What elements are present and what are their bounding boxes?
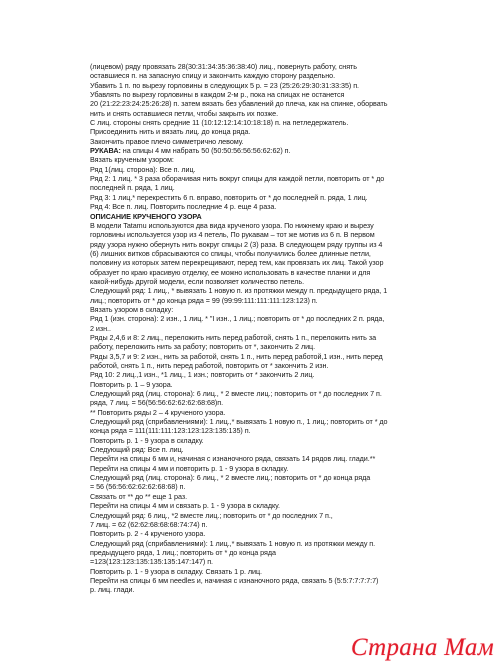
text-line: (лицевом) ряду провязать 28(30:31:34:35:36:38:40) лиц., повернуть работу, снять: [90, 62, 357, 71]
text-line: последней п. ряда, 1 лиц.: [90, 183, 175, 193]
text-line: предыдущего ряда, 1 лиц.; повторить от * до конца ряда: [90, 547, 276, 557]
text-line: Следующий ряд: 1 лиц., * вывязать 1 новую п. из протяжки между п. предыдущего ряда, 1: [90, 286, 388, 296]
text-line: В модели Tatamu используются два вида крученого узора. По нижнему краю и вырезу: [90, 220, 374, 230]
text-line: С лиц. стороны снять средние 11 (10:12:12:14:10:18:18) п. на петледержатель.: [90, 118, 349, 128]
text-line: ** Повторить ряды 2 – 4 крученого узора.: [90, 407, 226, 417]
text-line: Следующий ряд: 6 лиц., *2 вместе лиц.; повторить от * до последних 7 п.,: [90, 510, 333, 520]
text-line: половину из которых затем перекрещивают, перед тем, как провязать их лиц. Такой узор: [90, 258, 384, 268]
text-line: ряда, 7 лиц. = 56(56:56:62:62:62:68:68)п.: [90, 398, 224, 408]
text-line: ряду узора нужно обернуть нить вокруг спицы 2 (3) раза. В следующем ряду группы из 4: [90, 239, 383, 249]
text-line: [90, 212, 436, 221]
text-line: Ряд 10: 2 лиц.,1 изн., *1 лиц., 1 изн.; повторить от * закончить 2 лиц.: [90, 370, 315, 380]
text-line: какой-нибудь другой модели, если позволяет количество петель.: [90, 276, 305, 286]
text-line: конца ряда = 111(111:111:123:123:123:135:135) п.: [90, 426, 251, 436]
text-line: Ряд 1 (изн. сторона): 2 изн., 1 лиц. * "I изн., 1 лиц.; повторить от * до последних 2 п. ряда,: [90, 314, 385, 324]
text-line: Вязать узором в складку:: [90, 304, 174, 314]
text-line: Следующий ряд (лиц. сторона): 6 лиц., * 2 вместе лиц.; повторить от * до последних 7 п.: [90, 389, 382, 399]
text-line: Перейти на спицы 4 мм и повторить р. 1 - 9 узора в складку.: [90, 463, 289, 473]
text-line: работой, снять 1 п., нить перед работой, повторить от * закончить 2 изн.: [90, 361, 329, 370]
text-line: Ряд 2: 1 лиц. * 3 раза оборачивая нить вокруг спицы для каждой петли, повторить от * до: [90, 174, 385, 184]
text-line: Следующий ряд: Все п. лиц.: [90, 445, 184, 455]
text-line: Следующий ряд (сприбавлениями): 1 лиц.,* вывязать 1 новую п., 1 лиц.; повторить от * до: [90, 417, 388, 427]
text-line: 7 лиц. = 62 (62:62:68:68:68:74:74) п.: [90, 519, 208, 529]
text-line: Убавить 1 п. по вырезу горловины в следующих 5 р. = 23 (25:26:29:30:31:33:35) п.: [90, 80, 359, 90]
text-line: горловины используется узор из 4 петель, По рукавам – тот же мотив из 6 п. В первом: [90, 230, 375, 240]
text-line: Повторить р. 1 – 9 узора.: [90, 379, 173, 389]
section-heading: ОПИСАНИЕ КРУЧЕНОГО УЗОРА: [90, 211, 202, 221]
text-line: (6) лишних витков сбрасываются со спицы, чтобы получились более длинные петли,: [90, 248, 371, 258]
text-line: р. лиц. глади.: [90, 585, 135, 595]
text-line: Следующий ряд (лиц. сторона): 6 лиц., * 2 вместе лиц.; повторить от * до конца ряда: [90, 473, 371, 483]
text-line: лиц.; повторить от * до конца ряда = 99 (99:99:111:111:111:123:123) п.: [90, 295, 318, 305]
text-line: Ряд 3: 1 лиц.* перекрестить 6 п. вправо, повторить от * до последней п. ряда, 1 лиц.: [90, 192, 368, 202]
text-line: Ряд 4: Все п. лиц. Повторить последние 4 р. еще 4 раза.: [90, 202, 277, 212]
text-line: Повторить р. 1 - 9 узора в складку. Связать 1 р. лиц.: [90, 566, 263, 576]
text-line: [90, 146, 436, 155]
document-text: [90, 62, 436, 595]
text-line: нить и снять оставшиеся петли, чтобы закрыть их позже.: [90, 108, 279, 118]
text-line: =123(123:123:135:135:135:147:147) п.: [90, 557, 213, 567]
text-line: Ряд 1(лиц. сторона): Все п. лиц.: [90, 164, 196, 174]
text-line: Повторить р. 1 - 9 узора в складку.: [90, 435, 204, 445]
text-line: Перейти на спицы 6 мм и, начиная с изнаночного ряда, связать 14 рядов лиц. глади.**: [90, 454, 376, 464]
text-line: = 56 (56:56:62:62:62:68:68) п.: [90, 482, 186, 492]
text-line: Ряды 2,4,6 и 8: 2 лиц., переложить нить перед работой, снять 1 п., переложить нить за: [90, 332, 377, 342]
text-line: оставшиеся п. на запасную спицу и закончить каждую сторону раздельно.: [90, 71, 336, 81]
text-line: Следующий ряд (сприбавлениями): 1 лиц.,* вывязать 1 новую п. из протяжки между п.: [90, 538, 376, 548]
watermark-logo: Страна Мам: [350, 634, 494, 661]
text-line: 2 изн..: [90, 323, 111, 333]
text-line: Связать от ** до ** еще 1 раз.: [90, 491, 188, 501]
line-text: на спицы 4 мм набрать 50 (50:50:56:56:56:62:62) п.: [120, 146, 291, 156]
text-line: Ряды 3,5,7 и 9: 2 изн., нить за работой, снять 1 п., нить перед работой,1 изн., нить перед: [90, 351, 383, 361]
text-line: Убавлять по вырезу горловины в каждом 2-м р., пока на спицах не останется: [90, 90, 345, 100]
text-line: Присоединить нить и вязать лиц. до конца ряда.: [90, 127, 251, 137]
text-line: работу, переложить нить за работу; повторить от *, закончить 2 лиц.: [90, 342, 316, 352]
section-heading: РУКАВА:: [90, 146, 121, 156]
text-line: Перейти на спицы 4 мм и связать р. 1 - 9 узора в складку.: [90, 501, 280, 511]
text-line: образует по краю красивую отделку, ее можно использовать в качестве планки и для: [90, 267, 371, 277]
text-line: Перейти на спицы 6 мм needles и, начиная с изнаночного ряда, связать 5 (5:5:7:7:7:7:7): [90, 575, 379, 585]
text-line: Повторить р. 2 - 4 крученого узора.: [90, 529, 206, 539]
text-line: Вязать крученым узором:: [90, 155, 174, 165]
text-line: Закончить правое плечо симметрично левому.: [90, 136, 244, 146]
text-line: 20 (21:22:23:24:25:26:28) п. затем вязать без убавлений до плеча, как на спинке, оборвать: [90, 99, 388, 109]
